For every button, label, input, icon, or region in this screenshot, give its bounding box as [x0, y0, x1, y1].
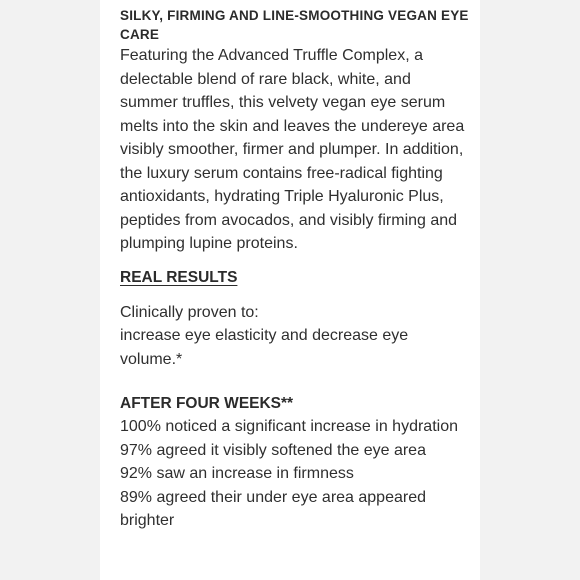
after-four-weeks-title: AFTER FOUR WEEKS**: [120, 395, 294, 412]
real-results-intro: Clinically proven to:: [120, 303, 259, 321]
result-item-4: 89% agreed their under eye area appeared brighter: [120, 488, 426, 529]
real-results-title: REAL RESULTS: [120, 268, 238, 286]
description-paragraph: Featuring the Advanced Truffle Complex, a delectable blend of rare black, white, and summer truffles, this velvety vegan eye serum melts into the skin and leaves the undereye area visibly smoother, firmer and plumper. In addition, the luxury serum contains free-radical fighting antioxidants, hydrating Triple Hyaluronic Plus, peptides from avocados, and visibly firming and plumping lupine proteins.: [120, 47, 465, 252]
result-item-3: 92% saw an increase in firmness: [120, 465, 354, 482]
product-description: [120, 6, 470, 533]
real-results-claim: increase eye elasticity and decrease eye volume.*: [120, 327, 409, 368]
description-panel: [100, 0, 480, 580]
result-item-1: 100% noticed a significant increase in hydration: [120, 418, 458, 435]
product-heading: SILKY, FIRMING AND LINE-SMOOTHING VEGAN EYE CARE: [120, 8, 469, 42]
result-item-2: 97% agreed it visibly softened the eye area: [120, 441, 426, 459]
